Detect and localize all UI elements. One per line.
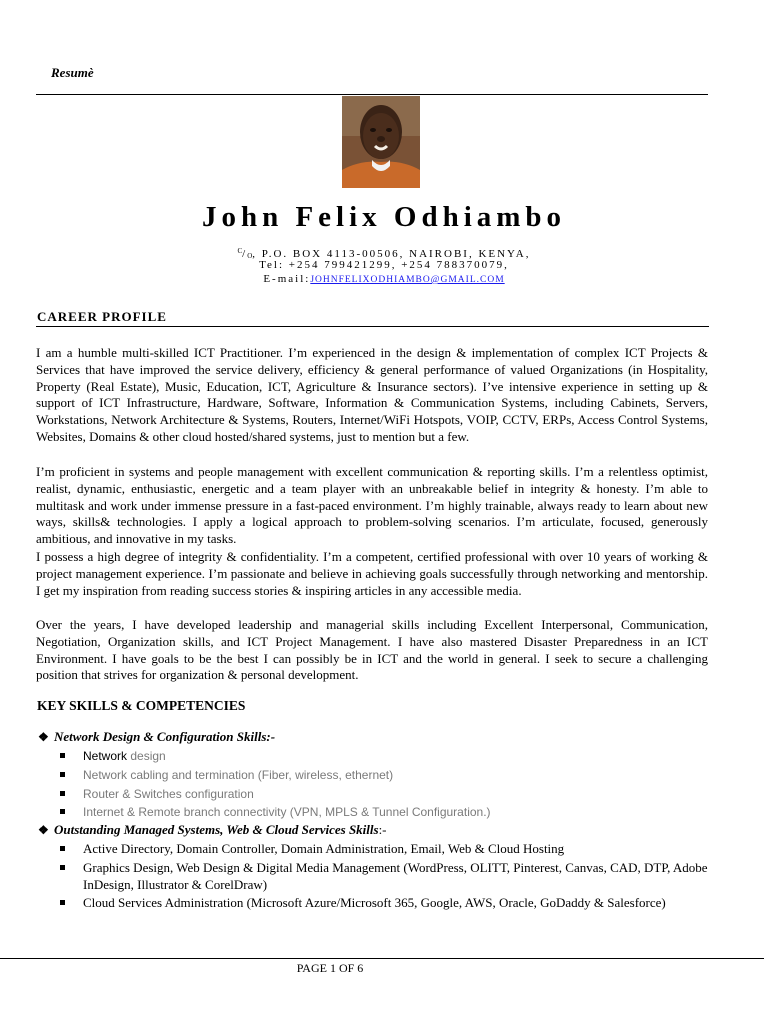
square-bullet-icon [60, 809, 65, 814]
portrait-illustration [342, 96, 420, 188]
skill-item-text: Network cabling and termination (Fiber, wireless, ethernet) [83, 768, 394, 782]
candidate-name: John Felix Odhiambo [201, 201, 567, 233]
square-bullet-icon [60, 772, 65, 777]
list-item [60, 748, 720, 765]
skill-group-heading: Network Design & Configuration Skills:- [54, 729, 276, 744]
key-skills-heading: KEY SKILLS & COMPETENCIES [37, 698, 246, 713]
email-line [0, 272, 768, 287]
postal-address: $^C$/O, P.O. BOX 4113-00506, NAIROBI, KENYA, [237, 247, 531, 260]
list-item [60, 804, 720, 821]
email-label: E-mail: [263, 273, 311, 285]
footer-divider [0, 958, 764, 959]
square-bullet-icon [60, 753, 65, 758]
square-bullet-icon [60, 846, 65, 851]
list-item [60, 841, 720, 858]
diamond-bullet-icon: ❖ [38, 730, 49, 744]
header-divider [36, 94, 708, 95]
skill-group-systems [38, 822, 387, 838]
address-text: , P.O. BOX 4113-00506, NAIROBI, KENYA, [252, 248, 531, 260]
career-paragraph: I am a humble multi-skilled ICT Practitioner. I’m experienced in the design & implementation of complex ICT Projects & Services that have improved the service delivery, efficiency & general performance of valued Organizations (in Hospitality, Property (Real Estate), Music, Education, ICT, Agriculture & Insurance sectors). I’ve intensive experience in setting up & support of ICT Infrastructure, Hardware, Software, Information & Communication Systems, including Cabinets, Servers, Workstations, Network Architecture & Systems, Routers, Internet/WiFi Hotspots, VOIP, CCTV, ERPs, Access Control Systems, Websites, Domains & other cloud hosted/shared systems, just to mention but a few. [36, 345, 708, 444]
square-bullet-icon [60, 791, 65, 796]
skill-item-text: Graphics Design, Web Design & Digital Media Management (WordPress, OLITT, Pinterest, Canvas, CAD, DTP, Adobe InDesign, Illustrator & CorelDraw) [83, 860, 708, 892]
email-link[interactable]: JOHNFELIXODHIAMBO@GMAIL.COM [310, 275, 505, 285]
skill-item-text: Cloud Services Administration (Microsoft Azure/Microsoft 365, Google, AWS, Oracle, GoDaddy & Salesforce) [83, 895, 666, 910]
list-item [60, 860, 720, 893]
address-prefix-sub: O [247, 252, 253, 260]
skill-item-text: Internet & Remote branch connectivity (VPN, MPLS & Tunnel Configuration.) [83, 805, 491, 819]
list-item [60, 767, 720, 784]
career-paragraph: I’m proficient in systems and people management with excellent communication & reporting skills. I’m a relentless optimist, realist, dynamic, enthusiastic, energetic and a team player with an unbreakable belief in integrity & honesty. I’m able to multitask and work under immense pressure in a fast-paced environment. I’m highly trainable, always ready to learn about new ways, skills& technologies. I apply a logical approach to problem-solving scenarios. I’m articulate, focused, generously ambitious, and innovative in my tasks. [36, 464, 708, 547]
skill-item-text: Active Directory, Domain Controller, Domain Administration, Email, Web & Cloud Hosting [83, 841, 565, 856]
list-item [60, 786, 720, 803]
career-profile-heading: CAREER PROFILE [37, 309, 167, 324]
square-bullet-icon [60, 900, 65, 905]
skill-group-heading: Outstanding Managed Systems, Web & Cloud Services Skills [54, 822, 379, 837]
skill-item-text: Router & Switches configuration [83, 787, 254, 801]
skill-group-heading-suffix: :- [378, 822, 387, 837]
skill-item-light: design [127, 749, 166, 763]
header-label: Resumè [51, 65, 94, 80]
career-paragraph: Over the years, I have developed leadership and managerial skills including Excellent Interpersonal, Communication, Negotiation, Organization skills, and ICT Project Management. I have also mastered Disaster Preparedness in an ICT Environment. I have goals to be the best I can possibly be in ICT and the world in general. I seek to secure a challenging position that strives for organization & personal development. [36, 617, 708, 683]
career-profile-divider [36, 326, 709, 327]
square-bullet-icon [60, 865, 65, 870]
phone-numbers: Tel: +254 799421299, +254 788370079, [259, 259, 509, 271]
skill-item-dark: Network [83, 749, 128, 763]
diamond-bullet-icon: ❖ [38, 823, 49, 837]
page-number: PAGE 1 OF 6 [296, 961, 364, 975]
profile-photo [342, 96, 420, 188]
career-paragraph: I possess a high degree of integrity & confidentiality. I’m a competent, certified professional with over 10 years of working & project management experience. I’m passionate and believe in achieving goals successfully through networking and mentorship. I get my inspiration from reading success stories & inspiring articles in any accessible media. [36, 549, 708, 598]
address-prefix-sup: C [237, 247, 243, 255]
skill-group-network [38, 729, 275, 745]
list-item [60, 895, 720, 912]
